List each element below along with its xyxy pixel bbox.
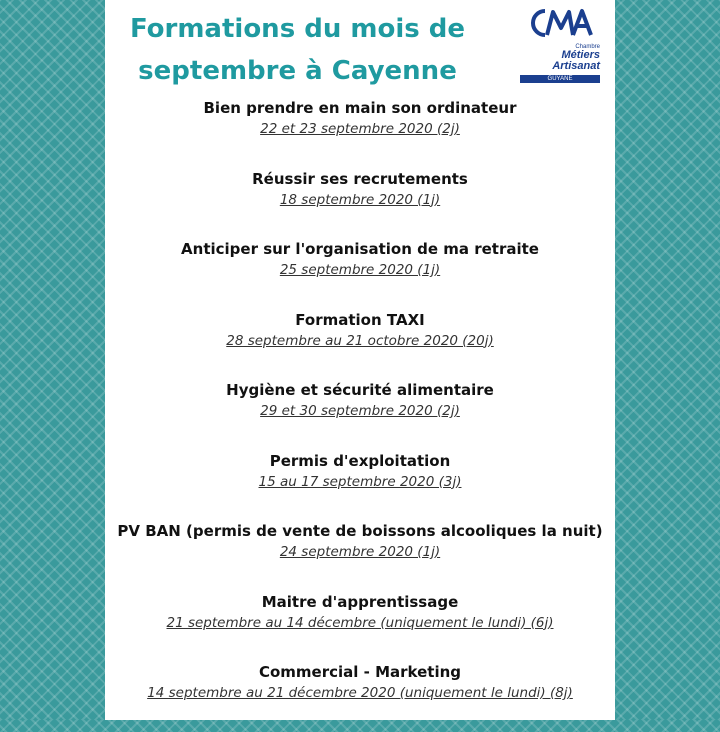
- cma-logo: [520, 6, 600, 90]
- course-date: 24 septembre 2020 (1j): [279, 544, 441, 560]
- course-name: Maitre d'apprentissage: [261, 592, 459, 611]
- course-name: Formation TAXI: [295, 310, 425, 329]
- course-name: PV BAN (permis de vente de boissons alcooliques la nuit): [117, 522, 603, 540]
- course-date: 22 et 23 septembre 2020 (2j): [260, 121, 460, 137]
- content-panel: [105, 0, 615, 720]
- course-name: Réussir ses recrutements: [252, 169, 468, 188]
- course-name: Hygiène et sécurité alimentaire: [226, 381, 494, 399]
- course-list: [105, 97, 615, 732]
- course-item: [105, 591, 615, 662]
- logo-text-artisanat: Artisanat: [552, 60, 600, 72]
- page-title: [105, 8, 490, 92]
- course-name: Bien prendre en main son ordinateur: [203, 99, 517, 117]
- logo-text: [520, 44, 600, 72]
- course-date: 28 septembre au 21 octobre 2020 (20j): [226, 332, 494, 349]
- course-item: [105, 309, 615, 380]
- course-item: [105, 238, 615, 309]
- course-date: 25 septembre 2020 (1j): [279, 262, 441, 278]
- course-name: Commercial - Marketing: [258, 663, 462, 681]
- course-item: [105, 168, 615, 239]
- course-date: 15 au 17 septembre 2020 (3j): [258, 473, 462, 490]
- course-item: [105, 661, 615, 732]
- course-date: 18 septembre 2020 (1j): [279, 191, 441, 208]
- logo-band-guyane: GUYANE: [520, 75, 600, 83]
- logo-text-metiers: Métiers: [561, 49, 600, 61]
- course-date: 14 septembre au 21 décembre 2020 (uniquement le lundi) (8j): [147, 685, 573, 701]
- course-item: [105, 97, 615, 168]
- course-item: [105, 450, 615, 521]
- course-name: Permis d'exploitation: [269, 451, 451, 470]
- course-date: 21 septembre au 14 décembre (uniquement le lundi) (6j): [166, 614, 554, 631]
- title-line-1: Formations du mois de: [129, 14, 466, 44]
- title-line-2: septembre à Cayenne: [138, 56, 457, 86]
- course-date: 29 et 30 septembre 2020 (2j): [260, 403, 460, 419]
- course-name: Anticiper sur l'organisation de ma retraite: [181, 240, 539, 258]
- course-item: [105, 379, 615, 450]
- cma-logo-icon: [525, 6, 595, 40]
- course-item: [105, 520, 615, 591]
- logo-text-chambre: Chambre: [575, 44, 600, 50]
